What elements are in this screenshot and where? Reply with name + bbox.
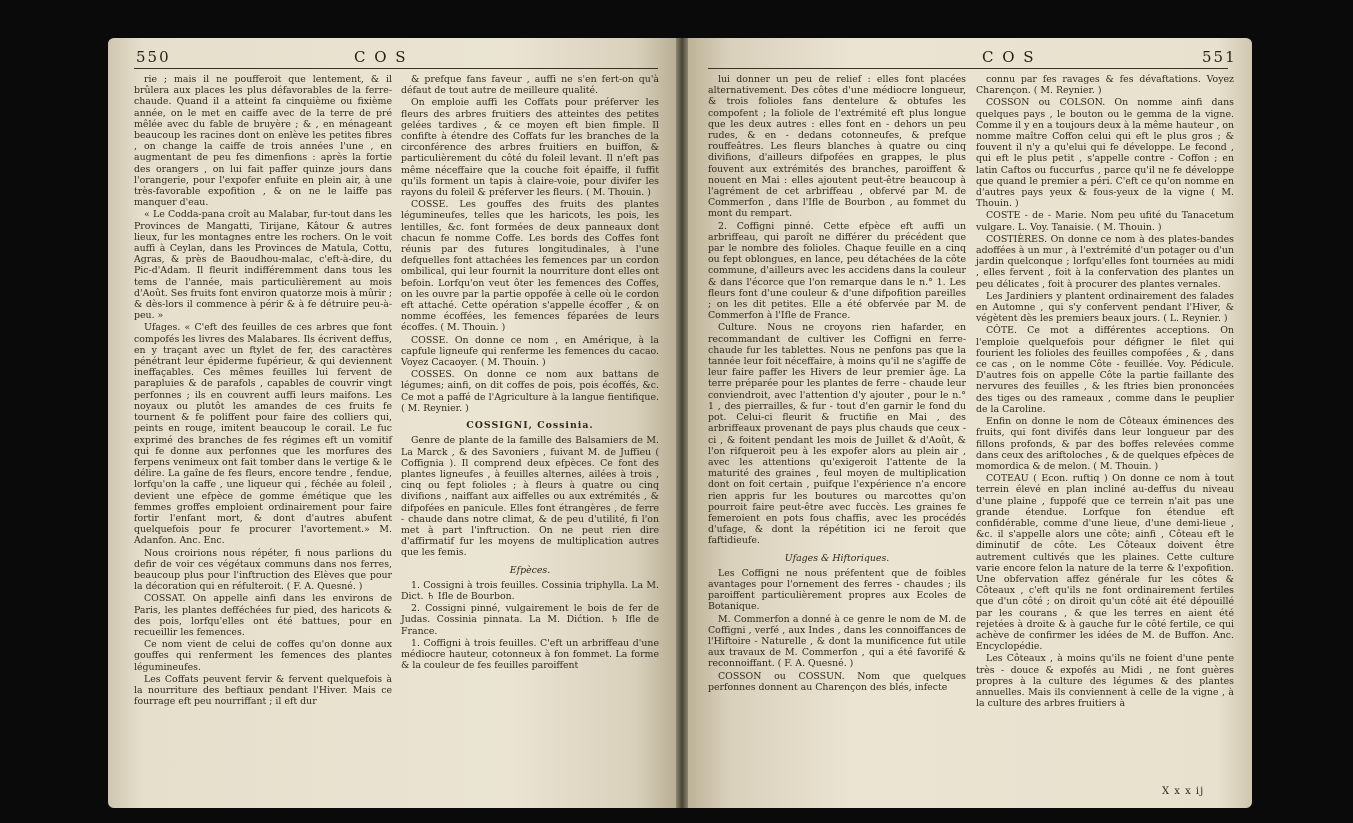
paragraph: Genre de plante de la famille des Balsamiers de M. La Marck , & des Savoniers , fuivant M. de Juffieu ( Coffignia ). Il comprend deux efpèces. Ce font des plantes ligneufes , à feuilles alternes, ailées à trois , cinq ou fept folioles ; à fleurs à quatre ou cinq divifions , naiffant aux aiffelles ou aux extrémités , & difpofées en panicule. Elles font étrangères , de ferre - chaude dans notre climat, & de peu d'utilité, fi l'on met à part l'inftruction. On ne peut rien dire d'affirmatif fur les moyens de multiplication autres que les femis.: [401, 435, 659, 559]
paragraph: M. Commerfon a donné à ce genre le nom de M. de Coffigni , verfé , aux Indes , dans les connoiffances de l'Hiftoire - Naturelle , & dont la munificence fut utile aux travaux de M. Commerfon , qui a été favorifé & reconnoiffant. ( F. A. Quesné. ): [708, 613, 966, 670]
paragraph: Les Coffigni ne nous préfentent que de foibles avantages pour l'ornement des ferres - chaudes ; ils paroiffent particulièrement propres aux Ecoles de Botanique.: [708, 567, 966, 613]
paragraph: COSTIÈRES. On donne ce nom à des plates-bandes adoffées à un mur , à l'extrémité d'un potager ou d'un jardin quelconque ; lorfqu'elles font tournées au midi , elles fervent , foit à la confervation des plantes un peu délicates , foit à procurer des plantes vernales.: [976, 233, 1234, 290]
paragraph: COSSAT. On appelle ainfi dans les environs de Paris, les plantes defféchées fur pied, des haricots & des pois, lorfqu'elles ont été battues, pour en recueillir les femences.: [134, 593, 392, 638]
signature-mark: X x x ij: [1162, 786, 1205, 797]
book-gutter: [676, 38, 688, 808]
right-column-2: [976, 74, 1234, 710]
paragraph: lui donner un peu de relief : elles font placées alternativement. Des côtes d'une médiocre longueur, & trois folioles fans dentelure & obtufes les compofent ; la foliole de l'extrémité eft plus longue que les deux autres : elles font en - dehors un peu rudes, & en - dedans cotonneufes, & prefque rouffeâtres. Les fleurs blanches à quatre ou cinq divifions, d'ailleurs difpofées en grappes, le plus fouvent aux extrémités des branches, paroiffent & nouent en Mai : elles ajoutent peut-être beaucoup à l'agrément de cet arbriffeau , obfervé par M. de Commerfon , dans l'Ifle de Bourbon , au fommet du mont du rempart.: [708, 74, 966, 220]
left-column-1: [134, 74, 392, 708]
running-head-right: C O S: [982, 48, 1036, 66]
paragraph: COSSON ou COLSON. On nomme ainfi dans quelques pays , le bouton ou le gemma de la vigne. Comme il y en a toujours deux à la même hauteur , on nomme maître Coffon celui qui eft le plus gros ; & fouvent il n'y a qu'elui qui fe développe. Le fecond , qui eft le plus petit , s'appelle contre - Coffon ; en latin Caftos ou fuccurfus , parce qu'il ne fe développe que quand le premier a péri. C'eft ce qu'on nomme en d'autres pays yeux & fous-yeux de la vigne ( M. Thouin. ): [976, 97, 1234, 210]
paragraph: COSSE. Les gouffes des fruits des plantes légumineufes, telles que les haricots, les pois, les lentilles, &c. font formées de deux panneaux dont chacun fe nomme Coffe. Les bords des Coffes font réunis par des futures longitudinales, à l'une defquelles font attachées les femences par un cordon ombilical, qui leur fournit la nourriture dont elles ont befoin. Lorfqu'on veut ôter les femences des Coffes, on les ouvre par la partie oppofée à celle où le cordon eft attaché. Cette opération s'appelle écoffer , & on nomme écoffées, les femences féparées de leurs écoffes. ( M. Thouin. ): [401, 199, 659, 334]
paragraph: « Le Codda-pana croît au Malabar, fur-tout dans les Provinces de Mangatti, Tirijane, Kâtour & autres lieux, fur les montagnes entre les rochers. On le voit auffi à Ceylan, dans les Provinces de Matula, Cottu, Agras, & près de Baoudhou-malac, c'eft-à-dire, du Pic-d'Adam. Il fleurit indifféremment dans tous les tems de l'année, mais particulièrement au mois d'Août. Ses fruits font environ quatorze mois à mûrir ; & dès-lors il commence à périr & à fe détruire peu-à-peu. »: [134, 209, 392, 322]
paragraph: Les Jardiniers y plantent ordinairement des falades en Automne , qui s'y confervent pendant l'Hiver, & végètent dès les premiers beaux jours. ( L. Reynier. ): [976, 290, 1234, 325]
paragraph: Les Côteaux , à moins qu'ils ne foient d'une pente très - douce & expofés au Midi , ne font guères propres à la culture des légumes & des plantes annuelles. Mais ils conviennent à celle de la vigne , à la culture des arbres fruitiers à: [976, 653, 1234, 710]
paragraph: COSTE - de - Marie. Nom peu ufité du Tanacetum vulgare. L. Voy. Tanaisie. ( M. Thouin. ): [976, 210, 1234, 233]
paragraph: connu par fes ravages & fes dévaftations. Voyez Charençon. ( M. Reynier. ): [976, 74, 1234, 97]
paragraph: On emploie auffi les Coffats pour préferver les fleurs des arbres fruitiers des atteintes des petites gelées tardives , & ce moyen eft bien fimple. Il confifte à étendre des Coffats fur les branches de la circonférence des arbres fruitiers en buiffon, & particulièrement du côté du foleil levant. Il n'eft pas même néceffaire que la couche foit épaiffe, il fuffit qu'ils forment un tapis à claire-voie, pour divifer les rayons du foleil & préferver les fleurs. ( M. Thouin. ): [401, 97, 659, 199]
subsection-heading: Efpèces.: [509, 564, 551, 576]
paragraph: 2. Cossigni pinné, vulgairement le bois de fer de Judas. Cossinia pinnata. La M. Dićtion. ♄ Ifle de France.: [401, 603, 659, 637]
paragraph: 2. Coffigni pinné. Cette efpèce eft auffi un arbriffeau, qui paroît ne différer du précédent que par le nombre des folioles. Chaque feuille en a cinq ou fept oblongues, en lance, peu détachées de la côte commune, d'ailleurs avec les accidens dans la couleur & dans l'écorce que l'on remarque dans le n.° 1. Les fleurs font d'une couleur & d'une difpofition pareilles ; on les dit petites. Elle a été obfervée par M. de Commerfon à l'Ifle de France.: [708, 220, 966, 322]
paragraph: Culture. Nous ne croyons rien hafarder, en recommandant de cultiver les Coffigni en ferre-chaude fur les tablettes. Nous ne penfons pas que la tannée leur foit néceffaire, à moins qu'il ne s'agiffe de leur faire paffer les Hivers de leur premier âge. La terre préparée pour les plantes de ferre - chaude leur conviendroit, avec l'attention d'y ajouter , pour le n.° 1 , des pierrailles, & fur - tout d'en garnir le fond du pot. Celui-ci fleurit & fructifie en Mai , des arbriffeaux provenant de pays plus chauds que ceux - ci , & foitent pendant les mois de Juillet & d'Août, & l'on rifqueroit peu à les expofer alors au plein air , avec les attentions qu'exigeroit l'attente de la maturité des graines , feul moyen de multiplication dont on foit certain , puifque l'expérience n'a encore rien appris fur les boutures ou marcottes qu'on pourroit faire peut-être avec fuccès. Les graines fe femeroient en pots fous chaffis, avec les procédés d'ufage, & dont la répétition ici ne feroit que faftidieufe.: [708, 322, 966, 547]
left-column-2: [401, 74, 659, 672]
paragraph: & prefque fans faveur , auffi ne s'en fert-on qu'à défaut de tout autre de meilleure qualité.: [401, 74, 659, 97]
paragraph: rie ; mais il ne poufferoit que lentement, & il brûlera aux places les plus défavorables de la ferre-chaude. Quand il a atteint fa cinquième ou fixième année, on le met en caiffe avec de la terre de pré mêlée avec du fable de bruyère ; & , en ménageant beaucoup les racines dont on enlève les petites fibres , on change la caiffe de trois années l'une , en augmentant de peu fes dimenfions : après la fortie des orangers , on lui fait paffer quinze jours dans l'orangerie, pour l'expofer enfuite en plein air, à une très-favorable expofition , & on ne le laiffe pas manquer d'eau.: [134, 74, 392, 209]
paragraph: 1. Coffigni à trois feuilles. C'eft un arbriffeau d'une médiocre hauteur, cotonneux à fon fommet. La forme & la couleur de fes feuilles paroiffent: [401, 637, 659, 672]
page-number-left: 550: [136, 48, 171, 66]
paragraph: Enfin on donne le nom de Côteaux éminences des fruits, qui font divifés dans leur longueur par des fillons profonds, & par des boffes relevées comme dans ceux des ariftoloches , & de quelques efpèces de momordica & de melon. ( M. Thouin. ): [976, 416, 1234, 472]
paragraph: 1. Cossigni à trois feuilles. Cossinia triphylla. La M. Dict. ♄ Ifle de Bourbon.: [401, 579, 659, 602]
page-number-right: 551: [1202, 48, 1237, 66]
running-head-left: C O S: [354, 48, 408, 66]
subsection-heading: Ufages & Hiftoriques.: [784, 552, 890, 564]
paragraph: CÔTE. Ce mot a différentes acceptions. On l'emploie quelquefois pour défigner le filet qui fourient les folioles des feuilles compofées , & , dans ce cas , on le nomme Côte - feuillée. Voy. Pédicule. D'autres fois on appelle Côte la partie faillante des nervures des feuilles , & les ftries bien prononcées des tiges ou des rameaux , comme dans le peuplier de la Caroline.: [976, 325, 1234, 415]
right-column-1: [708, 74, 966, 694]
paragraph: Les Coffats peuvent fervir & fervent quelquefois à la nourriture des beftiaux pendant l'Hiver. Mais ce fourrage eft peu nourriffant ; il eft dur: [134, 673, 392, 708]
paragraph: COSSON ou COSSUN. Nom que quelques perfonnes donnent au Charençon des blés, infecte: [708, 670, 966, 693]
paragraph: Ufages. « C'eft des feuilles de ces arbres que font compofés les livres des Malabares. Ils écrivent deffus, en y traçant avec un ftylet de fer, des caractères pénétrant leur épiderme fupérieur, & qui deviennent ineffaçables. Ces mêmes feuilles lui fervent de parapluies & de parafols , capables de couvrir vingt perfonnes ; ils en couvrent auffi leurs maifons. Les noyaux ou plutôt les amandes de ces fruits fe tournent & fe poliffent pour faire des colliers qui, peints en rouge, imitent beaucoup le corail. Le fuc exprimé des branches de fes régimes eft un vomitif qui fe donne aux perfonnes que les morfures des ferpens venimeux ont fait tomber dans le vertige & le délire. La gaîne de fes fleurs, encore tendre , fendue, lorfqu'on la caffe , une liqueur qui , féchée au foleil , devient une efpèce de gomme émétique que les femmes groffes emploient ordinairement pour faire fortir l'enfant mort, & dont d'autres abufent quelquefois pour fe procurer l'avortement.» M. Adanfon. Anc. Enc.: [134, 322, 392, 547]
paragraph: COSSES. On donne ce nom aux battans de légumes; ainfi, on dit coffes de pois, pois écoffés, &c. Ce mot a paffé de l'Agriculture à la langue fientifique. ( M. Reynier. ): [401, 369, 659, 414]
paragraph: Nous croirions nous répéter, fi nous parlions du defir de voir ces végétaux communs dans nos ferres, beaucoup plus pour l'inftruction des Elèves que pour la décoration qui en réfulteroit. ( F. A. Quesné. ): [134, 547, 392, 593]
paragraph: COTEAU ( Econ. ruftiq ) On donne ce nom à tout terrein élevé en plan incliné au-deffus du niveau d'une plaine , fuppofé que ce terrein n'ait pas une grande étendue. Lorfque fon étendue eft confidérable, comme d'une lieue, d'une demi-lieue , &c. il s'appelle alors une côte; ainfi , Côteau eft le diminutif de côte. Les Côteaux doivent être autrement cultivés que les plaines. Cette culture varie encore felon la nature de la terre & l'expofition. Une obfervation affez générale fur les côtes & Côteaux , c'eft qu'ils ne font ordinairement fertiles que d'un côté ; on diroit qu'un côté ait été dépouillé par les courans , & que les terres en aient été rejetées à droite & à gauche fur le côté fertile, ce qui achève de confirmer les idées de M. de Buffon. Anc. Encyclopédie.: [976, 473, 1234, 653]
section-heading: COSSIGNI, Cossinia.: [466, 420, 594, 432]
left-page: [108, 38, 682, 808]
paragraph: Ce nom vient de celui de coffes qu'on donne aux gouffes qui renferment les femences des plantes légumineufes.: [134, 639, 392, 673]
right-page: [682, 38, 1252, 808]
paragraph: COSSE. On donne ce nom , en Amérique, à la capfule ligneufe qui renferme les femences du cacao. Voyez Cacaoyer. ( M. Thouin. ): [401, 334, 659, 369]
head-rule-right: [708, 68, 1228, 69]
head-rule-left: [134, 68, 658, 69]
